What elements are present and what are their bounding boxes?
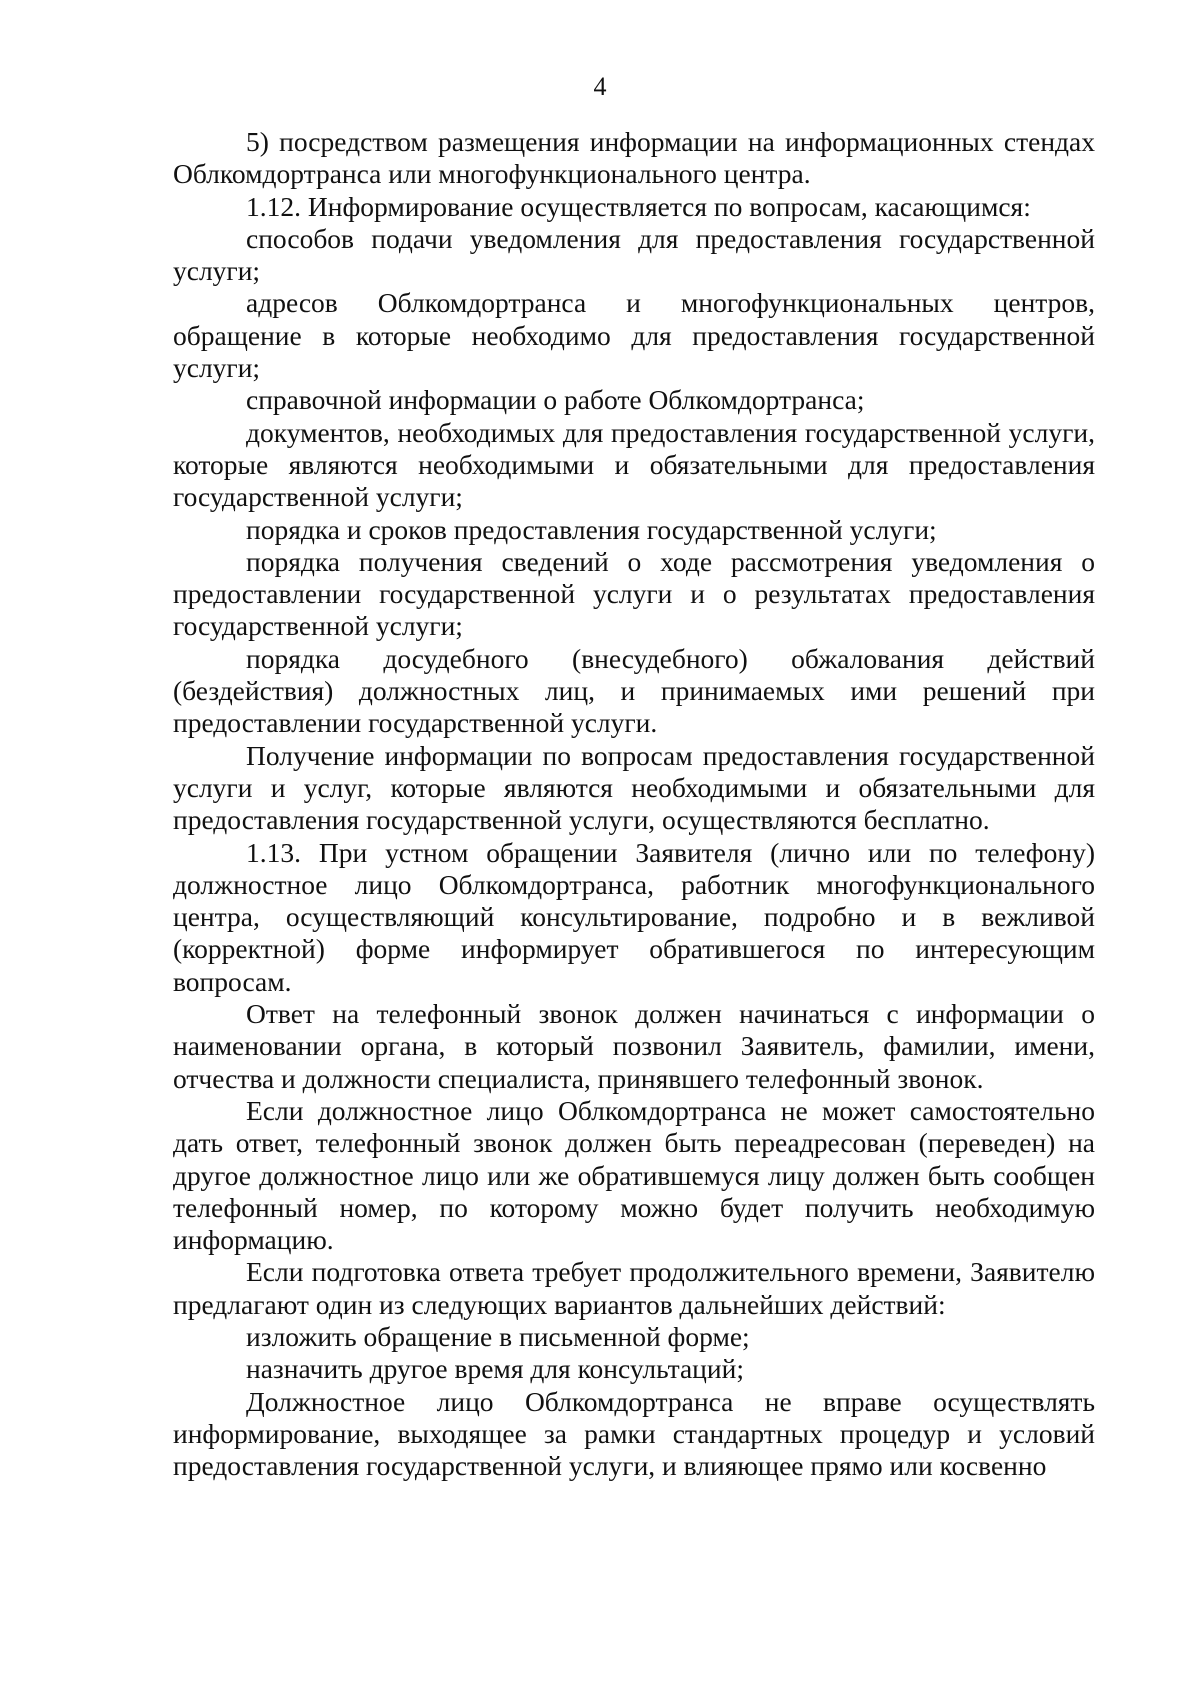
paragraph-progress-info: порядка получения сведений о ходе рассмотрения уведомления о предоставлении государственной услуги и о результатах предоставления государственной услуги;: [173, 545, 1095, 642]
paragraph-free-information: Получение информации по вопросам предоставления государственной услуги и услуг, которые являются необходимыми и обязательными для предоставления государственной услуги, осуществляются бесплатно.: [173, 739, 1095, 836]
paragraph-official-limits: Должностное лицо Облкомдортранса не вправе осуществлять информирование, выходящее за рамки стандартных процедур и условий предоставления государственной услуги, и влияющее прямо или косвенно: [173, 1385, 1095, 1482]
paragraph-1-12-heading: 1.12. Информирование осуществляется по вопросам, касающимся:: [246, 190, 1031, 222]
page-number: 4: [593, 72, 607, 101]
paragraph-phone-answer: Ответ на телефонный звонок должен начинаться с информации о наименовании органа, в который позвонил Заявитель, фамилии, имени, отчества и должности специалиста, принявшего телефонный звонок.: [173, 998, 1095, 1094]
paragraph-1-13-oral-request: 1.13. При устном обращении Заявителя (лично или по телефону) должностное лицо Облкомдортранса, работник многофункционального центра, осуществляющий консультирование, подробно и в вежливой (корректной) форме информирует обратившегося по интересующим вопросам.: [173, 836, 1095, 997]
paragraph-addresses: адресов Облкомдортранса и многофункциональных центров, обращение в которые необходимо для предоставления государственной услуги;: [173, 287, 1095, 384]
paragraph-info-stands: 5) посредством размещения информации на информационных стендах Облкомдортранса или многофункционального центра.: [173, 126, 1095, 190]
paragraph-long-answer: Если подготовка ответа требует продолжительного времени, Заявителю предлагают один из следующих вариантов дальнейших действий:: [173, 1256, 1095, 1320]
paragraph-appeal-procedure: порядка досудебного (внесудебного) обжалования действий (бездействия) должностных лиц, и принимаемых ими решений при предоставлении государственной услуги.: [173, 642, 1095, 739]
paragraph-other-time: назначить другое время для консультаций;: [246, 1353, 744, 1385]
body-text: [173, 126, 1095, 1482]
paragraph-call-redirect: Если должностное лицо Облкомдортранса не может самостоятельно дать ответ, телефонный звонок должен быть переадресован (переведен) на другое должностное лицо или же обратившемуся лицу должен быть сообщен телефонный номер, по которому можно будет получить необходимую информацию.: [173, 1094, 1095, 1256]
paragraph-notification-methods: способов подачи уведомления для предоставления государственной услуги;: [173, 222, 1095, 287]
paragraph-written-form: изложить обращение в письменной форме;: [246, 1320, 750, 1352]
paragraph-reference-info: справочной информации о работе Облкомдортранса;: [246, 384, 865, 416]
paragraph-procedure-terms: порядка и сроков предоставления государственной услуги;: [246, 513, 937, 545]
paragraph-documents: документов, необходимых для предоставления государственной услуги, которые являются необходимыми и обязательными для предоставления государственной услуги;: [173, 416, 1095, 513]
